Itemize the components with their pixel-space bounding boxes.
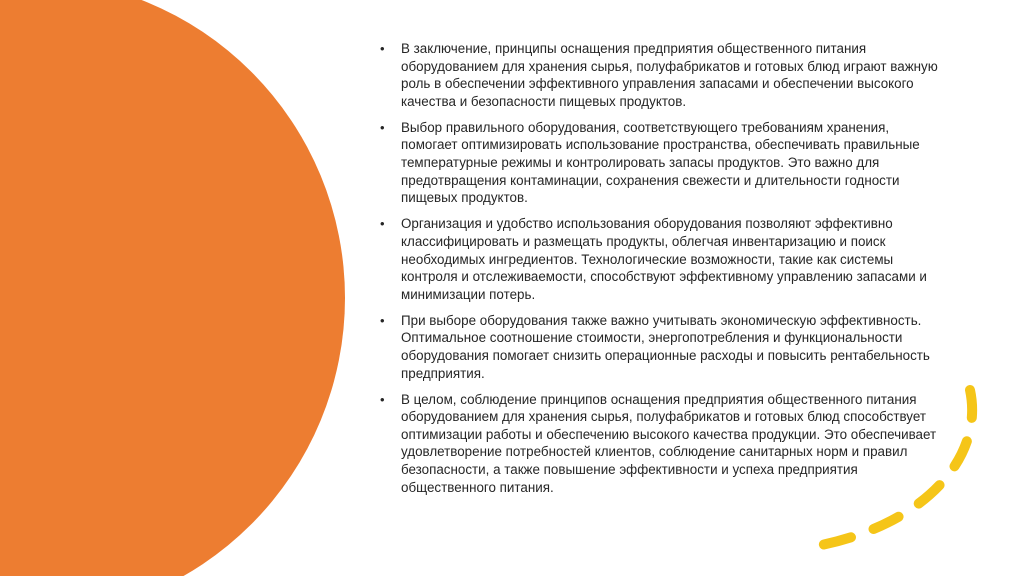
- bullet-text: Организация и удобство использования оборудования позволяют эффективно классифицировать и размещать продукты, облегчая инвентаризацию и поиск необходимых ингредиентов. Технологические возможности, такие как системы контроля и отслеживаемости, способствуют эффективному управлению запасами и минимизации потерь.: [401, 216, 927, 302]
- bullet-marker: •: [380, 41, 385, 56]
- bullet-marker: •: [380, 119, 385, 135]
- bullet-text: Выбор правильного оборудования, соответствующего требованиям хранения, помогает оптимизировать использование пространства, обеспечивать правильные температурные режимы и контролировать запасы продуктов. Это важно для предотвращения контаминации, сохранения свежести и длительности годности пищевых продуктов.: [401, 119, 920, 206]
- bullet-marker: •: [380, 216, 385, 232]
- content-area: [378, 40, 948, 505]
- bullet-item-equipment-choice: [378, 119, 948, 207]
- bullet-item-conclusion: [378, 40, 948, 110]
- bullet-marker: •: [380, 391, 385, 407]
- bullet-item-economic-efficiency: [378, 312, 948, 382]
- bullet-list: [378, 40, 948, 496]
- bullet-text: В заключение, принципы оснащения предприятия общественного питания оборудованием для хранения сырья, полуфабрикатов и готовых блюд играют важную роль в обеспечении эффективного управления запасами и обеспечении высокого качества и безопасности пищевых продуктов.: [401, 41, 938, 109]
- bullet-item-summary: [378, 391, 948, 497]
- bullet-marker: •: [380, 312, 385, 328]
- bullet-text: При выборе оборудования также важно учитывать экономическую эффективность. Оптимальное соотношение стоимости, энергопотребления и функциональности оборудования помогает снизить операционные расходы и повысить рентабельность предприятия.: [401, 312, 930, 381]
- bullet-text: В целом, соблюдение принципов оснащения предприятия общественного питания оборудованием для хранения сырья, полуфабрикатов и готовых блюд способствует оптимизации работы и обеспечению высокого качества продукции. Это обеспечивает удовлетворение потребностей клиентов, соблюдение санитарных норм и правил безопасности, а также повышение эффективности и успеха предприятия общественного питания.: [401, 391, 937, 495]
- orange-circle-decoration: [0, 0, 345, 576]
- bullet-item-organization: [378, 215, 948, 303]
